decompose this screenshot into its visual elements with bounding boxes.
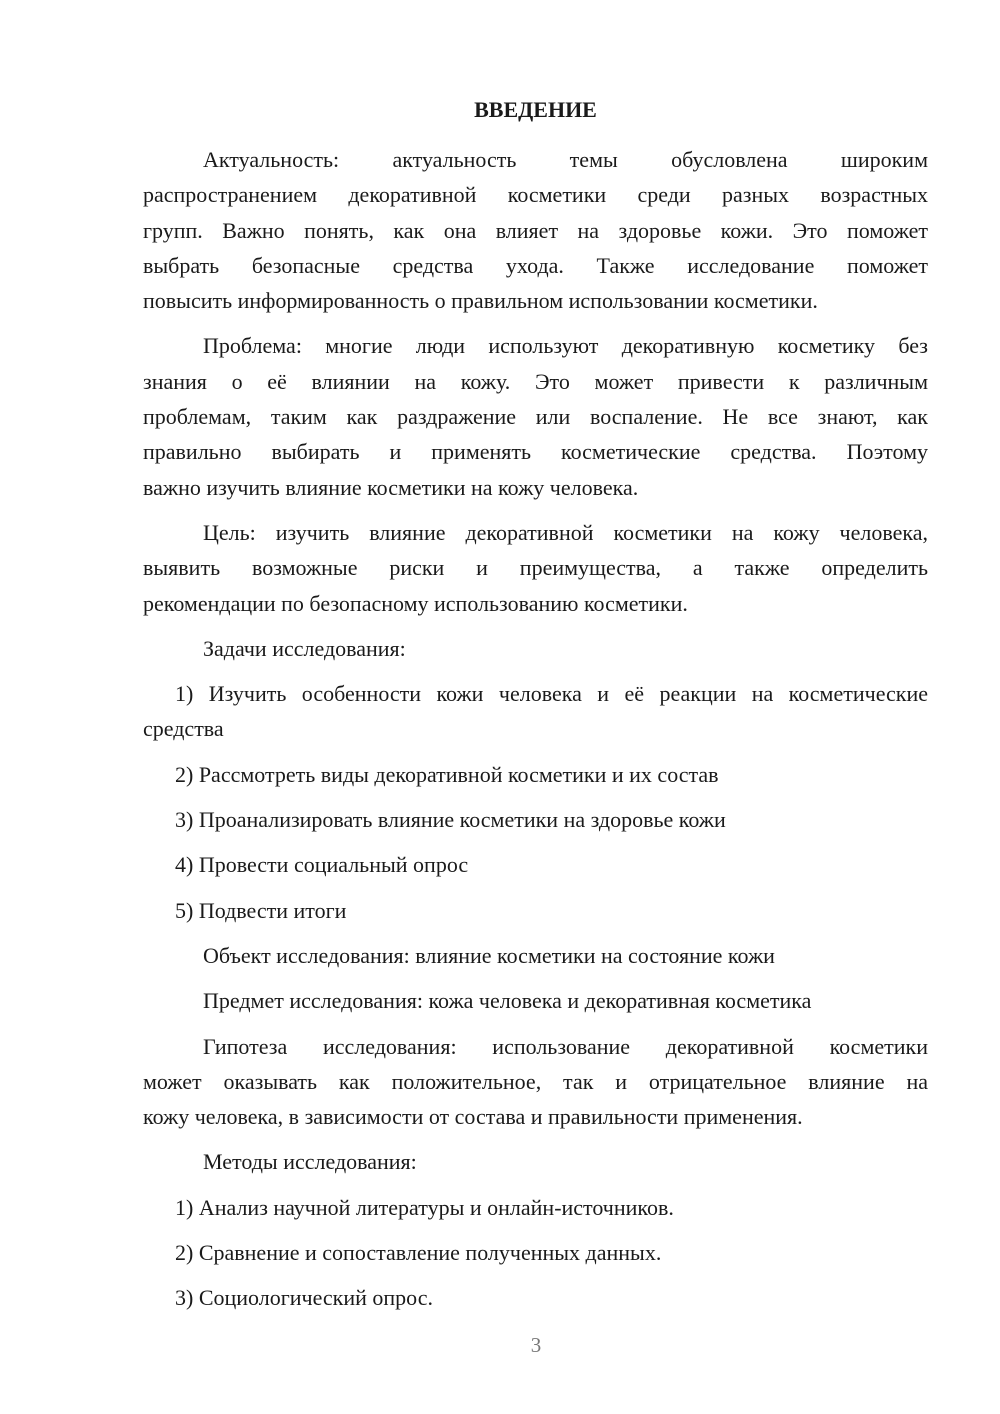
paragraph bbox=[143, 515, 928, 621]
paragraph bbox=[143, 1144, 928, 1179]
text-line: 1) Изучить особенности кожи человека и её реакции на косметические bbox=[175, 681, 928, 707]
list-item bbox=[143, 893, 928, 928]
text-line: 2) Рассмотреть виды декоративной косметики и их состав bbox=[175, 761, 719, 787]
text-line: кожу человека, в зависимости от состава и правильности применения. bbox=[143, 1104, 803, 1130]
text-line: 5) Подвести итоги bbox=[175, 897, 347, 923]
text-line: Цель: изучить влияние декоративной косметики на кожу человека, bbox=[203, 519, 928, 545]
text-line: Предмет исследования: кожа человека и декоративная косметика bbox=[203, 988, 812, 1014]
list-item bbox=[143, 1280, 928, 1315]
paragraph bbox=[143, 938, 928, 973]
text-line: может оказывать как положительное, так и отрицательное влияние на bbox=[143, 1068, 928, 1094]
paragraph bbox=[143, 1029, 928, 1135]
text-line: выявить возможные риски и преимущества, а также определить bbox=[143, 555, 928, 581]
text-line: распространением декоративной косметики среди разных возрастных bbox=[143, 182, 928, 208]
document-body bbox=[143, 142, 928, 1316]
text-line: 4) Провести социальный опрос bbox=[175, 852, 469, 878]
text-line: средства bbox=[143, 716, 224, 742]
text-line: Актуальность: актуальность темы обусловлена широким bbox=[203, 147, 928, 172]
text-line: Объект исследования: влияние косметики на состояние кожи bbox=[203, 942, 775, 968]
paragraph bbox=[143, 328, 928, 504]
text-line: выбрать безопасные средства ухода. Также исследование поможет bbox=[143, 252, 928, 278]
page-number: 3 bbox=[530, 1333, 542, 1357]
text-line: правильно выбирать и применять косметические средства. Поэтому bbox=[143, 439, 928, 465]
text-line: групп. Важно понять, как она влияет на здоровье кожи. Это поможет bbox=[143, 217, 928, 243]
section-title: ВВЕДЕНИЕ bbox=[474, 97, 597, 122]
list-item bbox=[143, 1235, 928, 1270]
text-line: Задачи исследования: bbox=[203, 635, 406, 661]
list-item bbox=[143, 802, 928, 837]
text-line: Методы исследования: bbox=[203, 1149, 417, 1175]
text-line: Проблема: многие люди используют декоративную косметику без bbox=[203, 333, 928, 359]
list-item bbox=[143, 757, 928, 792]
paragraph bbox=[143, 142, 928, 318]
list-item bbox=[143, 676, 928, 747]
list-item bbox=[143, 847, 928, 882]
text-line: 3) Проанализировать влияние косметики на здоровье кожи bbox=[175, 807, 726, 833]
text-line: знания о её влиянии на кожу. Это может привести к различным bbox=[143, 368, 928, 394]
document-page bbox=[143, 92, 928, 1326]
text-line: важно изучить влияние косметики на кожу человека. bbox=[143, 474, 639, 500]
paragraph bbox=[143, 983, 928, 1018]
text-line: 2) Сравнение и сопоставление полученных данных. bbox=[175, 1240, 662, 1266]
text-line: проблемам, таким как раздражение или воспаление. Не все знают, как bbox=[143, 404, 928, 430]
text-line: 1) Анализ научной литературы и онлайн-источников. bbox=[175, 1194, 674, 1220]
text-line: 3) Социологический опрос. bbox=[175, 1285, 433, 1311]
text-line: Гипотеза исследования: использование декоративной косметики bbox=[203, 1033, 928, 1059]
list-item bbox=[143, 1190, 928, 1225]
paragraph bbox=[143, 631, 928, 666]
text-line: повысить информированность о правильном использовании косметики. bbox=[143, 288, 818, 314]
text-line: рекомендации по безопасному использованию косметики. bbox=[143, 590, 688, 616]
